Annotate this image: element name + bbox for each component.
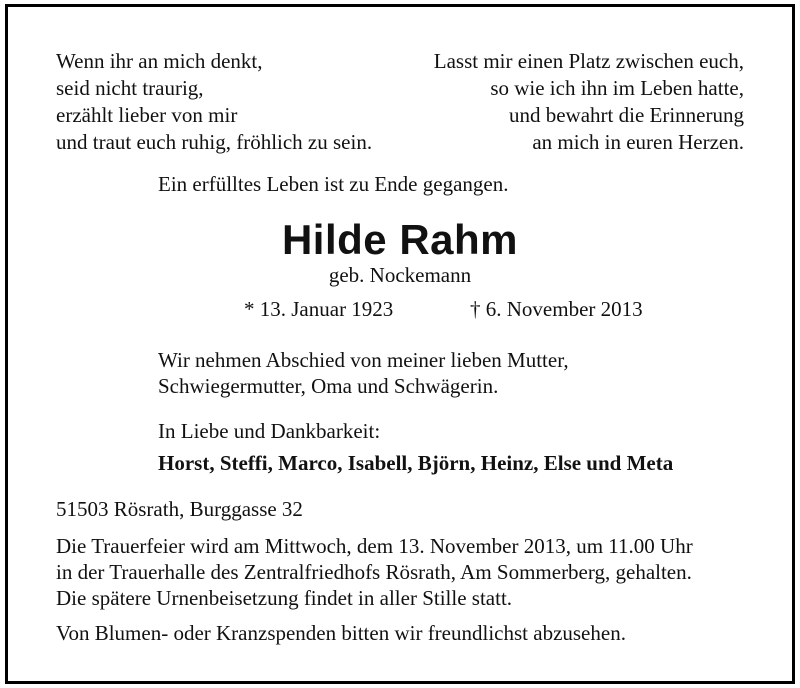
flowers-note: Von Blumen- oder Kranzspenden bitten wir freundlichst abzusehen. — [56, 621, 626, 645]
poem-right-line-3: und bewahrt die Erinnerung — [508, 103, 744, 127]
poem-left-line-2: seid nicht traurig, — [56, 76, 204, 100]
poem-left-line-4: und traut euch ruhig, fröhlich zu sein. — [56, 130, 373, 154]
poem-right-line-1: Lasst mir einen Platz zwischen euch, — [433, 49, 744, 73]
maiden-name: geb. Nockemann — [328, 263, 472, 287]
gratitude-label: In Liebe und Dankbarkeit: — [158, 419, 381, 443]
poem-left-line-3: erzählt lieber von mir — [56, 103, 238, 127]
ceremony-line-2: in der Trauerhalle des Zentralfriedhofs Rösrath, Am Sommerberg, gehalten. — [56, 560, 692, 584]
farewell-line-2: Schwiegermutter, Oma und Schwägerin. — [158, 374, 499, 398]
poem-right-line-2: so wie ich ihn im Leben hatte, — [490, 76, 744, 100]
poem-left-line-1: Wenn ihr an mich denkt, — [56, 49, 263, 73]
ceremony-line-1: Die Trauerfeier wird am Mittwoch, dem 13. November 2013, um 11.00 Uhr — [56, 534, 693, 558]
ceremony-line-3: Die spätere Urnenbeisetzung findet in aller Stille statt. — [56, 586, 513, 610]
farewell-line-1: Wir nehmen Abschied von meiner lieben Mutter, — [158, 348, 569, 372]
deceased-name: Hilde Rahm — [281, 216, 519, 263]
address: 51503 Rösrath, Burggasse 32 — [56, 497, 303, 521]
poem-right-line-4: an mich in euren Herzen. — [532, 130, 744, 154]
death-date: † 6. November 2013 — [470, 297, 643, 321]
birth-date: * 13. Januar 1923 — [244, 297, 394, 321]
mourners-names: Horst, Steffi, Marco, Isabell, Björn, Heinz, Else und Meta — [158, 451, 674, 475]
intro-text: Ein erfülltes Leben ist zu Ende gegangen. — [158, 172, 509, 196]
